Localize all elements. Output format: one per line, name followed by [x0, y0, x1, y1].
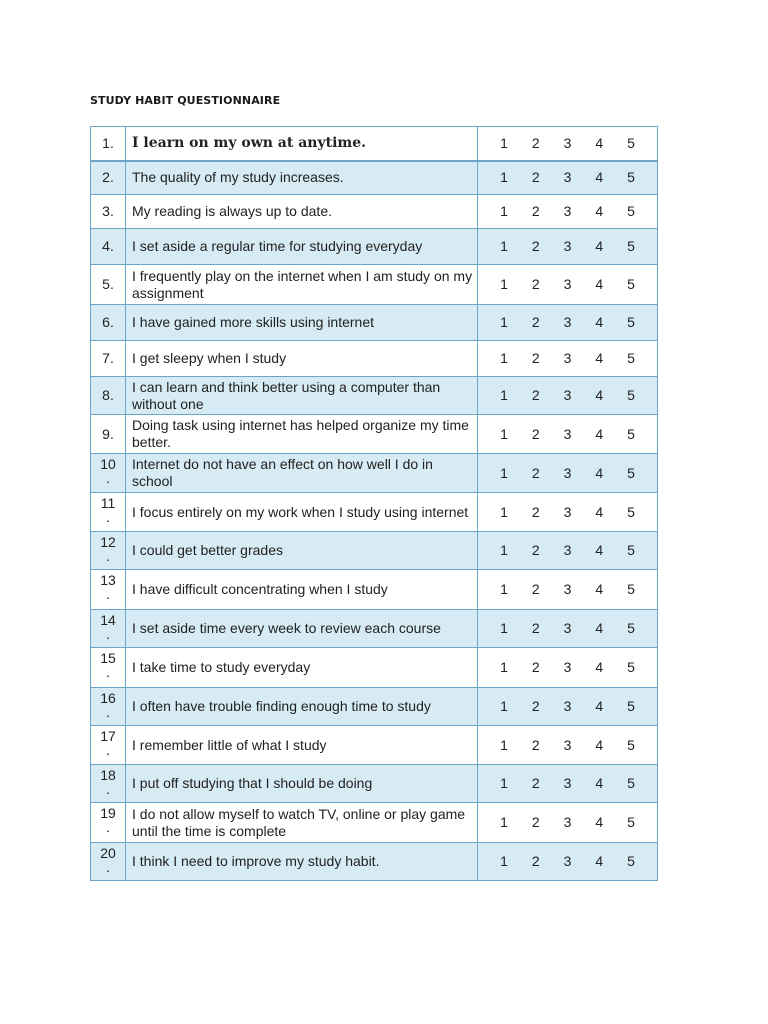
rating-options [478, 314, 657, 331]
item-number [91, 229, 126, 265]
rating-option-4[interactable]: 4 [595, 542, 604, 558]
item-statement: My reading is always up to date. [126, 195, 478, 229]
questionnaire-row [91, 843, 658, 881]
item-statement: I take time to study everyday [126, 648, 478, 688]
rating-option-1[interactable]: 1 [500, 736, 508, 753]
rating-option-5[interactable]: 5 [627, 169, 635, 186]
rating-option-1[interactable]: 1 [500, 581, 508, 597]
rating-option-3[interactable]: 3 [563, 775, 572, 791]
rating-scale [478, 195, 658, 229]
rating-option-3[interactable]: 3 [563, 503, 572, 520]
rating-option-1[interactable]: 1 [500, 464, 508, 481]
questionnaire-row [91, 765, 658, 803]
item-number [91, 265, 126, 305]
item-number-digits: 3. [102, 203, 114, 219]
rating-options [478, 350, 657, 367]
item-statement: I often have trouble finding enough time to study [126, 688, 478, 726]
item-number-period: . [106, 859, 110, 875]
item-number-period: . [106, 626, 110, 642]
rating-option-4[interactable]: 4 [595, 203, 604, 219]
rating-option-1[interactable]: 1 [500, 542, 508, 558]
rating-options [478, 387, 657, 404]
rating-scale [478, 415, 658, 454]
item-number [91, 803, 126, 843]
item-statement: I do not allow myself to watch TV, online or play game until the time is complete [126, 803, 478, 843]
rating-options [478, 504, 657, 521]
item-number-digits: 14 [100, 612, 116, 628]
rating-options [478, 659, 657, 676]
item-number [91, 161, 126, 195]
item-number-period: . [106, 664, 110, 680]
questionnaire-row [91, 493, 658, 532]
rating-option-3[interactable]: 3 [563, 203, 572, 219]
questionnaire-row [91, 570, 658, 610]
item-number-digits: 10 [100, 456, 116, 472]
rating-option-4[interactable]: 4 [595, 276, 604, 292]
item-number [91, 726, 126, 765]
rating-option-2[interactable]: 2 [531, 814, 540, 830]
item-number-digits: 19 [100, 805, 116, 821]
rating-option-3[interactable]: 3 [563, 134, 572, 151]
rating-scale [478, 648, 658, 688]
rating-option-3[interactable]: 3 [563, 814, 572, 830]
item-number [91, 688, 126, 726]
rating-options [478, 853, 657, 870]
item-number [91, 765, 126, 803]
rating-scale [478, 803, 658, 843]
item-statement: I get sleepy when I study [126, 341, 478, 377]
rating-option-2[interactable]: 2 [531, 464, 540, 481]
rating-option-5[interactable]: 5 [627, 775, 635, 791]
rating-option-4[interactable]: 4 [595, 503, 604, 520]
questionnaire-row [91, 127, 658, 161]
rating-scale [478, 532, 658, 570]
rating-options [478, 276, 657, 293]
item-number [91, 493, 126, 532]
rating-scale [478, 341, 658, 377]
rating-option-1[interactable]: 1 [500, 276, 508, 292]
rating-option-3[interactable]: 3 [563, 314, 572, 330]
rating-option-5[interactable]: 5 [627, 853, 635, 869]
item-number-period: . [106, 704, 110, 720]
item-number-digits: 11 [100, 495, 116, 511]
item-number-period: . [106, 509, 110, 525]
rating-option-4[interactable]: 4 [595, 134, 604, 151]
rating-option-4[interactable]: 4 [595, 464, 604, 481]
item-statement: I have difficult concentrating when I study [126, 570, 478, 610]
item-number-digits: 8. [102, 387, 114, 403]
rating-option-5[interactable]: 5 [627, 814, 635, 830]
rating-option-1[interactable]: 1 [500, 814, 508, 830]
rating-options [478, 620, 657, 637]
rating-option-2[interactable]: 2 [531, 542, 540, 558]
item-number [91, 341, 126, 377]
rating-scale [478, 843, 658, 881]
item-number [91, 843, 126, 881]
questionnaire-table [90, 126, 658, 881]
item-number-digits: 4. [102, 238, 114, 254]
rating-option-4[interactable]: 4 [595, 581, 604, 597]
item-statement: I focus entirely on my work when I study using internet [126, 493, 478, 532]
questionnaire-row [91, 726, 658, 765]
rating-option-5[interactable]: 5 [627, 387, 635, 403]
rating-option-5[interactable]: 5 [627, 238, 635, 254]
rating-scale [478, 610, 658, 648]
rating-options [478, 238, 657, 255]
item-statement: I can learn and think better using a computer than without one [126, 377, 478, 415]
rating-option-3[interactable]: 3 [563, 698, 572, 714]
rating-option-1[interactable]: 1 [500, 314, 508, 330]
rating-scale [478, 377, 658, 415]
rating-scale [478, 493, 658, 532]
questionnaire-row [91, 265, 658, 305]
item-number-digits: 17 [100, 728, 116, 744]
rating-option-2[interactable]: 2 [531, 503, 540, 520]
rating-scale [478, 765, 658, 803]
rating-option-3[interactable]: 3 [563, 736, 572, 753]
item-number-digits: 20 [100, 845, 116, 861]
rating-option-1[interactable]: 1 [500, 659, 508, 675]
item-number [91, 570, 126, 610]
questionnaire-row [91, 305, 658, 341]
rating-option-2[interactable]: 2 [531, 169, 540, 186]
rating-options [478, 698, 657, 715]
rating-option-4[interactable]: 4 [595, 814, 604, 830]
document-title: STUDY HABIT QUESTIONNAIRE [90, 94, 281, 107]
rating-option-2[interactable]: 2 [531, 350, 540, 366]
rating-option-2[interactable]: 2 [531, 581, 540, 597]
rating-option-4[interactable]: 4 [595, 775, 604, 791]
rating-option-3[interactable]: 3 [563, 169, 572, 186]
rating-options [478, 737, 657, 754]
rating-scale [478, 305, 658, 341]
rating-option-3[interactable]: 3 [563, 276, 572, 292]
rating-option-2[interactable]: 2 [531, 134, 540, 151]
rating-options [478, 814, 657, 831]
questionnaire-row [91, 648, 658, 688]
rating-option-2[interactable]: 2 [531, 276, 540, 292]
rating-option-4[interactable]: 4 [595, 698, 604, 714]
rating-option-5[interactable]: 5 [627, 276, 635, 292]
rating-option-5[interactable]: 5 [627, 425, 635, 442]
rating-option-3[interactable]: 3 [563, 464, 572, 481]
item-number [91, 377, 126, 415]
item-number [91, 305, 126, 341]
rating-scale [478, 161, 658, 195]
rating-option-5[interactable]: 5 [627, 464, 635, 481]
rating-option-1[interactable]: 1 [500, 620, 508, 636]
item-statement: I learn on my own at anytime. [126, 127, 478, 161]
rating-options [478, 426, 657, 443]
item-statement: I frequently play on the internet when I am study on my assignment [126, 265, 478, 305]
rating-option-4[interactable]: 4 [595, 387, 604, 403]
item-statement: Doing task using internet has helped organize my time better. [126, 415, 478, 454]
item-number-digits: 1. [102, 134, 114, 151]
rating-scale [478, 570, 658, 610]
questionnaire-row [91, 688, 658, 726]
questionnaire-row [91, 229, 658, 265]
rating-scale [478, 726, 658, 765]
item-number-digits: 12 [100, 534, 116, 550]
item-statement: Internet do not have an effect on how well I do in school [126, 454, 478, 493]
item-number [91, 454, 126, 493]
item-number [91, 648, 126, 688]
rating-option-2[interactable]: 2 [531, 736, 540, 753]
rating-option-3[interactable]: 3 [563, 581, 572, 597]
rating-option-3[interactable]: 3 [563, 542, 572, 558]
item-number [91, 415, 126, 454]
item-number-digits: 16 [100, 690, 116, 706]
rating-option-1[interactable]: 1 [500, 503, 508, 520]
rating-option-1[interactable]: 1 [500, 387, 508, 403]
rating-option-2[interactable]: 2 [531, 314, 540, 330]
rating-options [478, 169, 657, 186]
rating-option-4[interactable]: 4 [595, 314, 604, 330]
rating-option-1[interactable]: 1 [500, 203, 508, 219]
item-number-digits: 18 [100, 767, 116, 783]
rating-option-3[interactable]: 3 [563, 387, 572, 403]
item-number-digits: 13 [100, 572, 116, 588]
questionnaire-row [91, 341, 658, 377]
item-number-digits: 2. [102, 169, 114, 186]
item-statement: I set aside a regular time for studying everyday [126, 229, 478, 265]
rating-option-4[interactable]: 4 [595, 853, 604, 869]
rating-option-2[interactable]: 2 [531, 698, 540, 714]
rating-scale [478, 454, 658, 493]
questionnaire-row [91, 532, 658, 570]
rating-options [478, 581, 657, 598]
item-number-digits: 15 [100, 650, 116, 666]
rating-option-1[interactable]: 1 [500, 425, 508, 442]
rating-option-5[interactable]: 5 [627, 659, 635, 675]
rating-option-3[interactable]: 3 [563, 853, 572, 869]
item-number [91, 610, 126, 648]
rating-option-3[interactable]: 3 [563, 238, 572, 254]
rating-option-5[interactable]: 5 [627, 542, 635, 558]
rating-option-4[interactable]: 4 [595, 350, 604, 366]
questionnaire-row [91, 195, 658, 229]
rating-option-1[interactable]: 1 [500, 134, 508, 151]
rating-option-1[interactable]: 1 [500, 698, 508, 714]
item-number-digits: 7. [102, 350, 114, 366]
rating-option-5[interactable]: 5 [627, 350, 635, 366]
rating-option-1[interactable]: 1 [500, 169, 508, 186]
rating-option-3[interactable]: 3 [563, 425, 572, 442]
rating-option-3[interactable]: 3 [563, 350, 572, 366]
rating-option-4[interactable]: 4 [595, 425, 604, 442]
item-statement: I set aside time every week to review each course [126, 610, 478, 648]
item-statement: I remember little of what I study [126, 726, 478, 765]
rating-option-1[interactable]: 1 [500, 775, 508, 791]
item-number-period: . [106, 470, 110, 486]
questionnaire-body [91, 127, 658, 881]
rating-option-2[interactable]: 2 [531, 387, 540, 403]
rating-option-3[interactable]: 3 [563, 659, 572, 675]
rating-option-1[interactable]: 1 [500, 238, 508, 254]
rating-options [478, 465, 657, 482]
item-number [91, 532, 126, 570]
rating-option-2[interactable]: 2 [531, 425, 540, 442]
item-statement: The quality of my study increases. [126, 161, 478, 195]
rating-option-1[interactable]: 1 [500, 350, 508, 366]
item-statement: I could get better grades [126, 532, 478, 570]
rating-option-3[interactable]: 3 [563, 620, 572, 636]
item-number-period: . [106, 742, 110, 758]
item-statement: I have gained more skills using internet [126, 305, 478, 341]
questionnaire-row [91, 161, 658, 195]
questionnaire-row [91, 610, 658, 648]
rating-option-5[interactable]: 5 [627, 314, 635, 330]
rating-options [478, 542, 657, 559]
item-number [91, 195, 126, 229]
questionnaire-row [91, 454, 658, 493]
rating-option-2[interactable]: 2 [531, 853, 540, 869]
rating-option-4[interactable]: 4 [595, 238, 604, 254]
rating-option-4[interactable]: 4 [595, 169, 604, 186]
rating-option-5[interactable]: 5 [627, 503, 635, 520]
item-statement: I put off studying that I should be doing [126, 765, 478, 803]
rating-option-5[interactable]: 5 [627, 736, 635, 753]
rating-option-2[interactable]: 2 [531, 775, 540, 791]
rating-option-2[interactable]: 2 [531, 203, 540, 219]
rating-option-4[interactable]: 4 [595, 736, 604, 753]
rating-scale [478, 688, 658, 726]
rating-option-5[interactable]: 5 [627, 581, 635, 597]
rating-option-5[interactable]: 5 [627, 203, 635, 219]
item-number [91, 127, 126, 161]
rating-option-2[interactable]: 2 [531, 620, 540, 636]
item-number-period: . [106, 548, 110, 564]
rating-option-4[interactable]: 4 [595, 659, 604, 675]
questionnaire-row [91, 803, 658, 843]
rating-options [478, 203, 657, 220]
item-number-digits: 6. [102, 314, 114, 330]
questionnaire-row [91, 415, 658, 454]
rating-option-1[interactable]: 1 [500, 853, 508, 869]
questionnaire-row [91, 377, 658, 415]
rating-options [478, 775, 657, 792]
item-number-period: . [106, 586, 110, 602]
rating-scale [478, 127, 658, 161]
rating-scale [478, 265, 658, 305]
rating-options [478, 135, 657, 152]
item-number-digits: 5. [102, 276, 114, 292]
rating-scale [478, 229, 658, 265]
rating-option-5[interactable]: 5 [627, 620, 635, 636]
rating-option-5[interactable]: 5 [627, 698, 635, 714]
rating-option-2[interactable]: 2 [531, 238, 540, 254]
item-number-period: . [106, 819, 110, 835]
item-statement: I think I need to improve my study habit. [126, 843, 478, 881]
rating-option-5[interactable]: 5 [627, 134, 635, 151]
rating-option-2[interactable]: 2 [531, 659, 540, 675]
item-number-period: . [106, 781, 110, 797]
item-number-digits: 9. [102, 425, 114, 442]
rating-option-4[interactable]: 4 [595, 620, 604, 636]
